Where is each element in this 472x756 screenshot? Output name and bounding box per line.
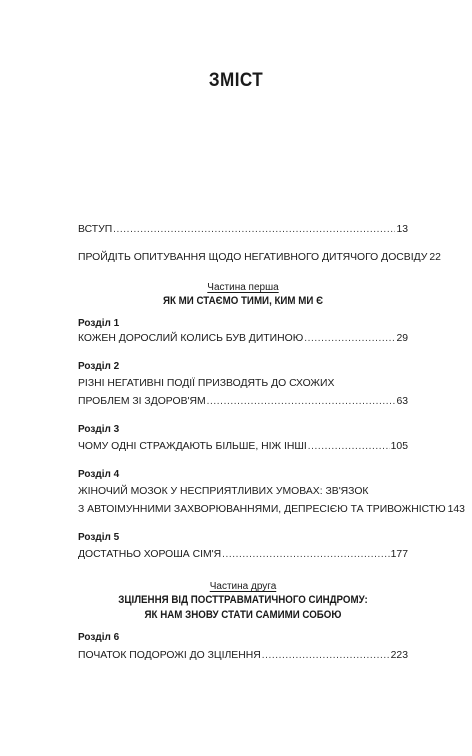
toc-entry-chapter-3[interactable]: [78, 439, 408, 454]
part-one-title: ЯК МИ СТАЄМО ТИМИ, КИМ МИ Є: [162, 295, 324, 307]
toc-entry-page: 29: [396, 333, 408, 344]
toc-entry-title-line: ЖІНОЧИЙ МОЗОК У НЕСПРИЯТЛИВИХ УМОВАХ: ЗВ'ЯЗОК: [78, 486, 369, 497]
dot-leader: [222, 547, 390, 562]
toc-entry-title: ЧОМУ ОДНІ СТРАЖДАЮТЬ БІЛЬШЕ, НІЖ ІНШІ: [78, 441, 307, 452]
toc-entry-page: 13: [396, 224, 408, 235]
chapter-label: Розділ 4: [78, 469, 120, 480]
toc-entry-title: З АВТОІМУННИМИ ЗАХВОРЮВАННЯМИ, ДЕПРЕСІЄЮ ТА ТРИВОЖНІСТЮ: [78, 504, 446, 515]
dot-leader: [304, 331, 395, 346]
chapter-label: Розділ 1: [78, 318, 120, 329]
toc-entry-page: 63: [396, 396, 408, 407]
part-one-label-text: Частина перша: [207, 282, 279, 293]
toc-entry-chapter-6[interactable]: [78, 648, 408, 663]
toc-entry-chapter-5[interactable]: [78, 547, 408, 562]
part-two-title-line-2: ЯК НАМ ЗНОВУ СТАТИ САМИМИ СОБОЮ: [144, 609, 342, 621]
toc-entry-title: ПРОБЛЕМ ЗІ ЗДОРОВ'ЯМ: [78, 396, 206, 407]
dot-leader: [308, 439, 390, 454]
page-title: ЗМІСТ: [208, 70, 264, 91]
toc-entry-chapter-1[interactable]: [78, 331, 408, 346]
toc-entry-survey[interactable]: [78, 250, 441, 265]
dot-leader: [113, 222, 395, 237]
toc-entry-page: 105: [390, 441, 408, 452]
toc-entry-intro[interactable]: [78, 222, 408, 237]
chapter-label: Розділ 6: [78, 632, 120, 643]
toc-entry-page: 223: [390, 650, 408, 661]
toc-entry-page: 143: [447, 504, 465, 515]
toc-entry-page: 177: [390, 549, 408, 560]
part-two-label: [78, 580, 408, 593]
chapter-label: Розділ 2: [78, 361, 120, 372]
toc-entry-title: КОЖЕН ДОРОСЛИЙ КОЛИСЬ БУВ ДИТИНОЮ: [78, 333, 304, 344]
dot-leader: [207, 394, 396, 409]
toc-entry-title: ПРОЙДІТЬ ОПИТУВАННЯ ЩОДО НЕГАТИВНОГО ДИТЯЧОГО ДОСВІДУ: [78, 252, 428, 263]
part-one-label: [78, 281, 408, 294]
toc-entry-title: ДОСТАТНЬО ХОРОША СІМ'Я: [78, 549, 222, 560]
toc-entry-chapter-4[interactable]: [78, 502, 465, 517]
table-of-contents: [78, 222, 465, 663]
part-two-title-line-1: ЗЦІЛЕННЯ ВІД ПОСТТРАВМАТИЧНОГО СИНДРОМУ:: [118, 594, 368, 606]
dot-leader: [262, 648, 390, 663]
toc-entry-page: 22: [429, 252, 441, 263]
toc-entry-title: ПОЧАТОК ПОДОРОЖІ ДО ЗЦІЛЕННЯ: [78, 650, 261, 661]
toc-entry-title-line: РІЗНІ НЕГАТИВНІ ПОДІЇ ПРИЗВОДЯТЬ ДО СХОЖИХ: [78, 378, 335, 389]
toc-entry-chapter-2[interactable]: [78, 394, 408, 409]
chapter-label: Розділ 3: [78, 424, 120, 435]
chapter-label: Розділ 5: [78, 532, 120, 543]
toc-entry-title: ВСТУП: [78, 224, 113, 235]
part-two-label-text: Частина друга: [209, 581, 277, 592]
